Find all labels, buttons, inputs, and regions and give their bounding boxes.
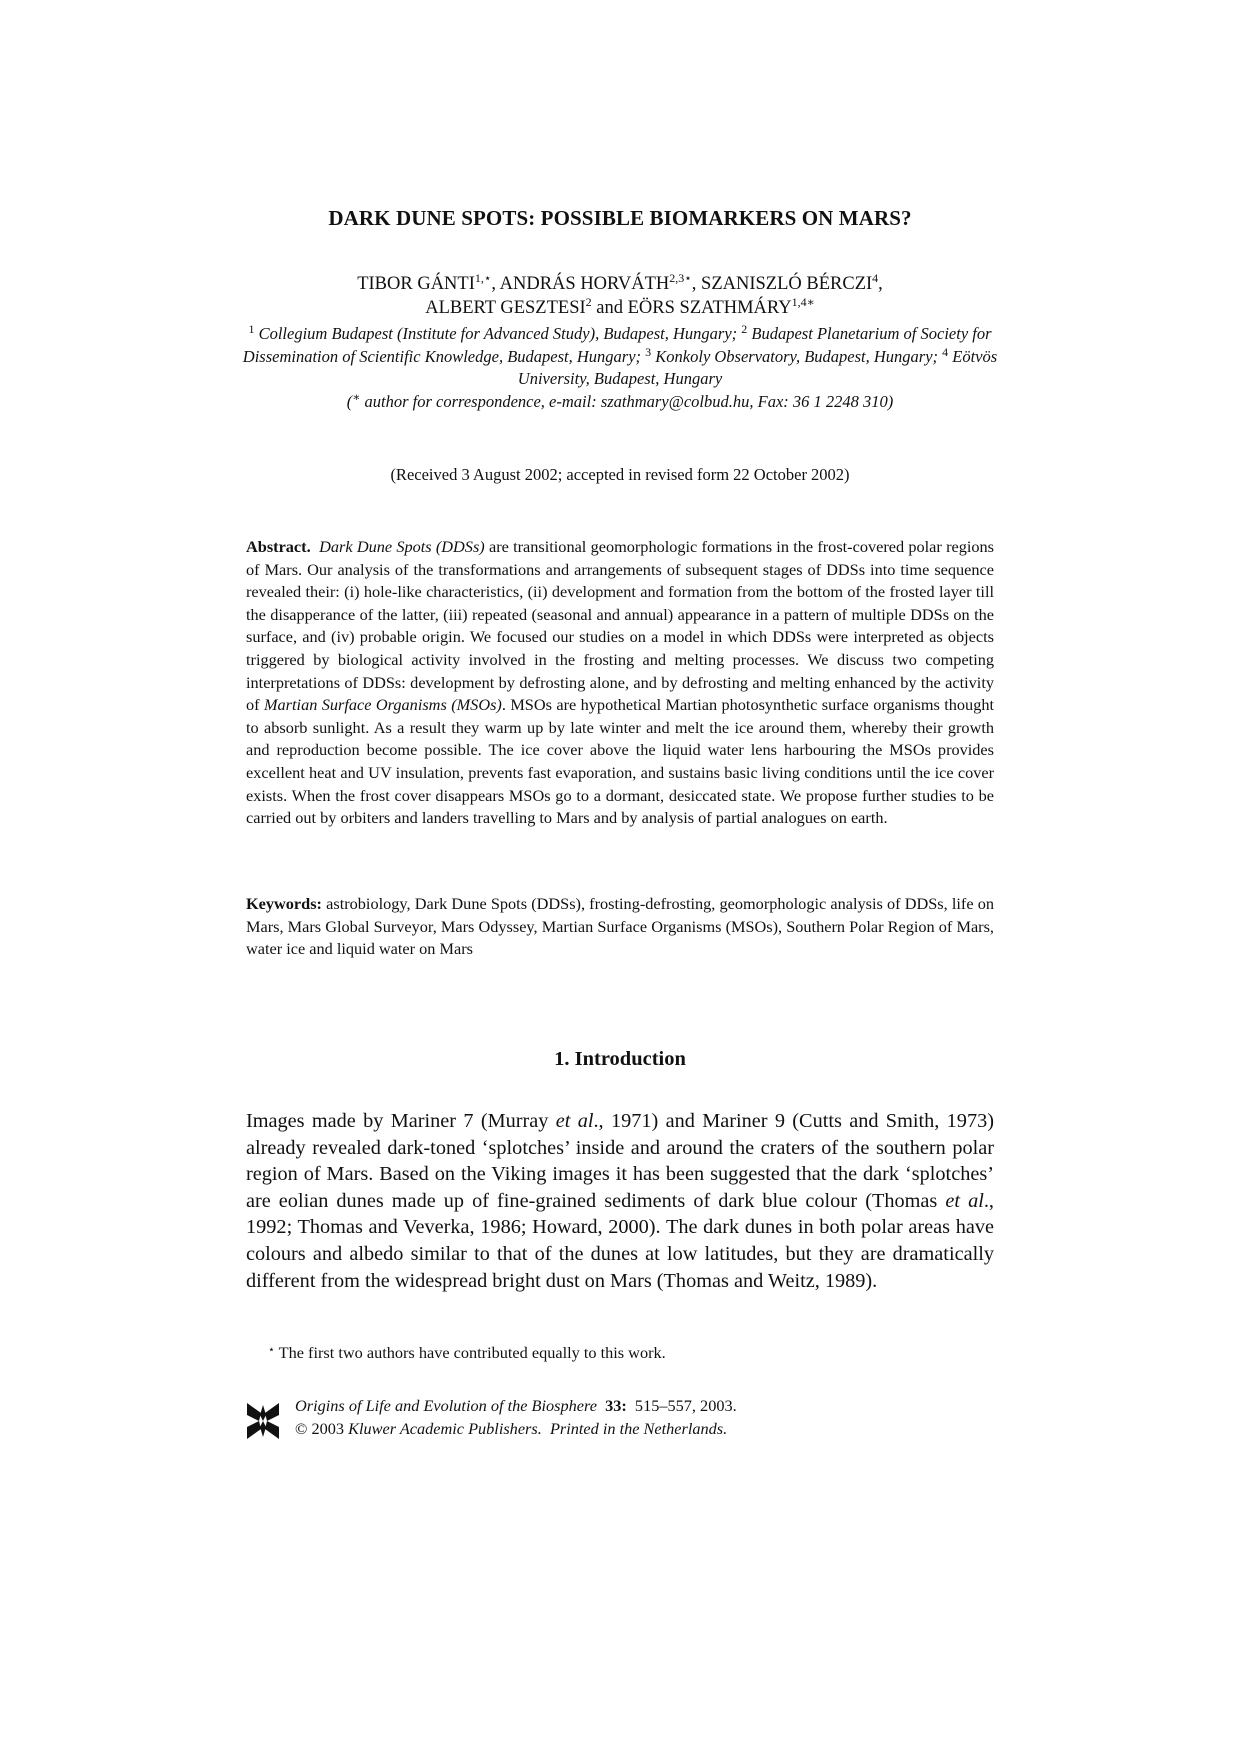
keywords-text: astrobiology, Dark Dune Spots (DDSs), frosting-defrosting, geomorphologic analysis of DDSs, life on Mars, Mars Global Surveyor, Mars Odyssey, Martian Surface Organisms (MSOs), Southern Polar Region of Mars, water ice and liquid water on Mars — [246, 894, 994, 959]
footnote — [268, 1343, 994, 1363]
abstract-text: are transitional geomorphologic formations in the frost-covered polar regions of Mars. Our analysis of the transformations and arrangements of subsequent stages of DDSs into time sequence revealed their: (i) hole-like characteristics, (ii) development and formation from the bottom of the frosted layer till the disapperance of the latter, (iii) repeated (seasonal and annual) appearance in a pattern of multiple DDSs on the surface, and (iv) probable origin. We focused our studies on a model in which DDSs were interpreted as objects triggered by biological activity involved in the frosting and melting processes. We discuss two competing interpretations of DDSs: development by defrosting alone, and by defrosting and melting enhanced by the activity of — [246, 537, 994, 715]
journal-name: Origins of Life and Evolution of the Biosphere — [295, 1396, 597, 1415]
journal-citation — [295, 1395, 737, 1440]
footnote-mark: ⋆ — [268, 1344, 275, 1356]
abstract — [246, 536, 994, 830]
author-name: SZANISZLÓ BÉRCZI — [701, 274, 873, 294]
author-conjunction: and — [596, 298, 623, 318]
intro-text: ., 1971) and Mariner 9 (Cutts and Smith, 1973) already revealed dark-toned ‘splotches’ inside and around the craters of the southern polar region of Mars. Based on the Viking images it has been suggested that the dark ‘splotches’ are eolian dunes made up of fine-grained sediments of dark blue colour (Thomas — [246, 1110, 994, 1212]
affil-number: 1 — [248, 322, 255, 336]
author-name: ANDRÁS HORVÁTH — [499, 274, 670, 294]
author-name: EÖRS SZATHMÁRY — [627, 298, 792, 318]
intro-text: ., 1992; Thomas and Veverka, 1986; Howard, 2000). The dark dunes in both polar areas have colours and albedo similar to that of the dunes at low latitudes, but they are dramatically different from the widespread bright dust on Mars (Thomas and Weitz, 1989). — [246, 1189, 994, 1292]
affil-number: 2 — [741, 322, 748, 336]
affil-number: 4 — [942, 344, 949, 359]
affil-number: 3 — [645, 344, 652, 359]
affil-text: Konkoly Observatory, Budapest, Hungary; — [655, 346, 939, 366]
author-affil-mark: 1,4∗ — [791, 295, 815, 309]
keywords — [246, 893, 994, 961]
abstract-term: Dark Dune Spots (DDSs) — [319, 537, 485, 556]
author-affil-mark: 2 — [585, 295, 592, 309]
author-name: TIBOR GÁNTI — [357, 274, 475, 294]
author-affil-mark: 2,3⋆ — [669, 271, 692, 285]
publisher-name: Kluwer Academic Publishers. — [348, 1418, 542, 1438]
section-heading: 1. Introduction — [554, 1048, 686, 1070]
author-list: TIBOR $GÁNTI^{1,⋆}$, ANDRÁS $HORVÁTH^{2,3⋆}$, SZANISZLÓ BÉRCZI$^4$, ALBERT GESZTESI$^2$ and EÖRS $SZATHMÁRY^{1,4∗}$ — [357, 271, 883, 318]
footnote-text: The first two authors have contributed equally to this work. — [278, 1343, 666, 1362]
corr-open: ( — [346, 391, 353, 411]
publisher-logo-icon — [246, 1401, 280, 1441]
received-dates: (Received 3 August 2002; accepted in revised form 22 October 2002) — [390, 465, 850, 484]
abstract-term: Martian Surface Organisms (MSOs) — [263, 695, 502, 715]
keywords-label: Keywords: — [246, 894, 322, 913]
affil-text: Eötvös University, Budapest, Hungary — [517, 346, 998, 388]
corr-mark: ∗ — [352, 389, 361, 404]
affil-text: Collegium Budapest (Institute for Advanced Study), Budapest, Hungary; — [258, 324, 738, 343]
author-affil-mark: 4 — [872, 271, 879, 285]
paper-title: DARK DUNE SPOTS: POSSIBLE BIOMARKERS ON MARS? — [328, 206, 912, 230]
intro-citation-etal: et al — [555, 1110, 594, 1132]
intro-text: Images made by Mariner 7 (Murray — [246, 1110, 549, 1132]
journal-info — [246, 1395, 994, 1443]
author-affil-mark: 1,⋆ — [474, 271, 492, 285]
printed-in: Printed in the Netherlands. — [549, 1418, 728, 1438]
corresponding-author-info: author for correspondence, e-mail: szathmary@colbud.hu, Fax: 36 1 2248 310) — [364, 391, 894, 411]
affiliations — [236, 323, 1004, 413]
journal-volume: 33: — [605, 1396, 627, 1415]
affil-text: Budapest Planetarium of Society for Dissemination of Scientific Knowledge, Budapest, Hungary; — [242, 324, 992, 366]
abstract-text: . MSOs are hypothetical Martian photosynthetic surface organisms thought to absorb sunlight. As a result they warm up by late winter and melt the ice around them, whereby their growth and reproduction become possible. The ice cover above the liquid water lens harbouring the MSOs provides excellent heat and UV insulation, prevents fast evaporation, and sustains basic living conditions until the ice cover exists. When the frost cover disappears MSOs go to a dormant, desiccated state. We propose further studies to be carried out by orbiters and landers travelling to Mars and by analysis of partial analogues on earth. — [246, 695, 994, 828]
intro-paragraph — [246, 1108, 994, 1294]
author-name: ALBERT GESZTESI — [425, 298, 586, 318]
intro-citation-etal: et al — [945, 1189, 984, 1212]
copyright: © 2003 — [295, 1418, 345, 1438]
abstract-label: Abstract. — [246, 537, 311, 556]
journal-pages: 515–557, 2003. — [634, 1396, 737, 1415]
